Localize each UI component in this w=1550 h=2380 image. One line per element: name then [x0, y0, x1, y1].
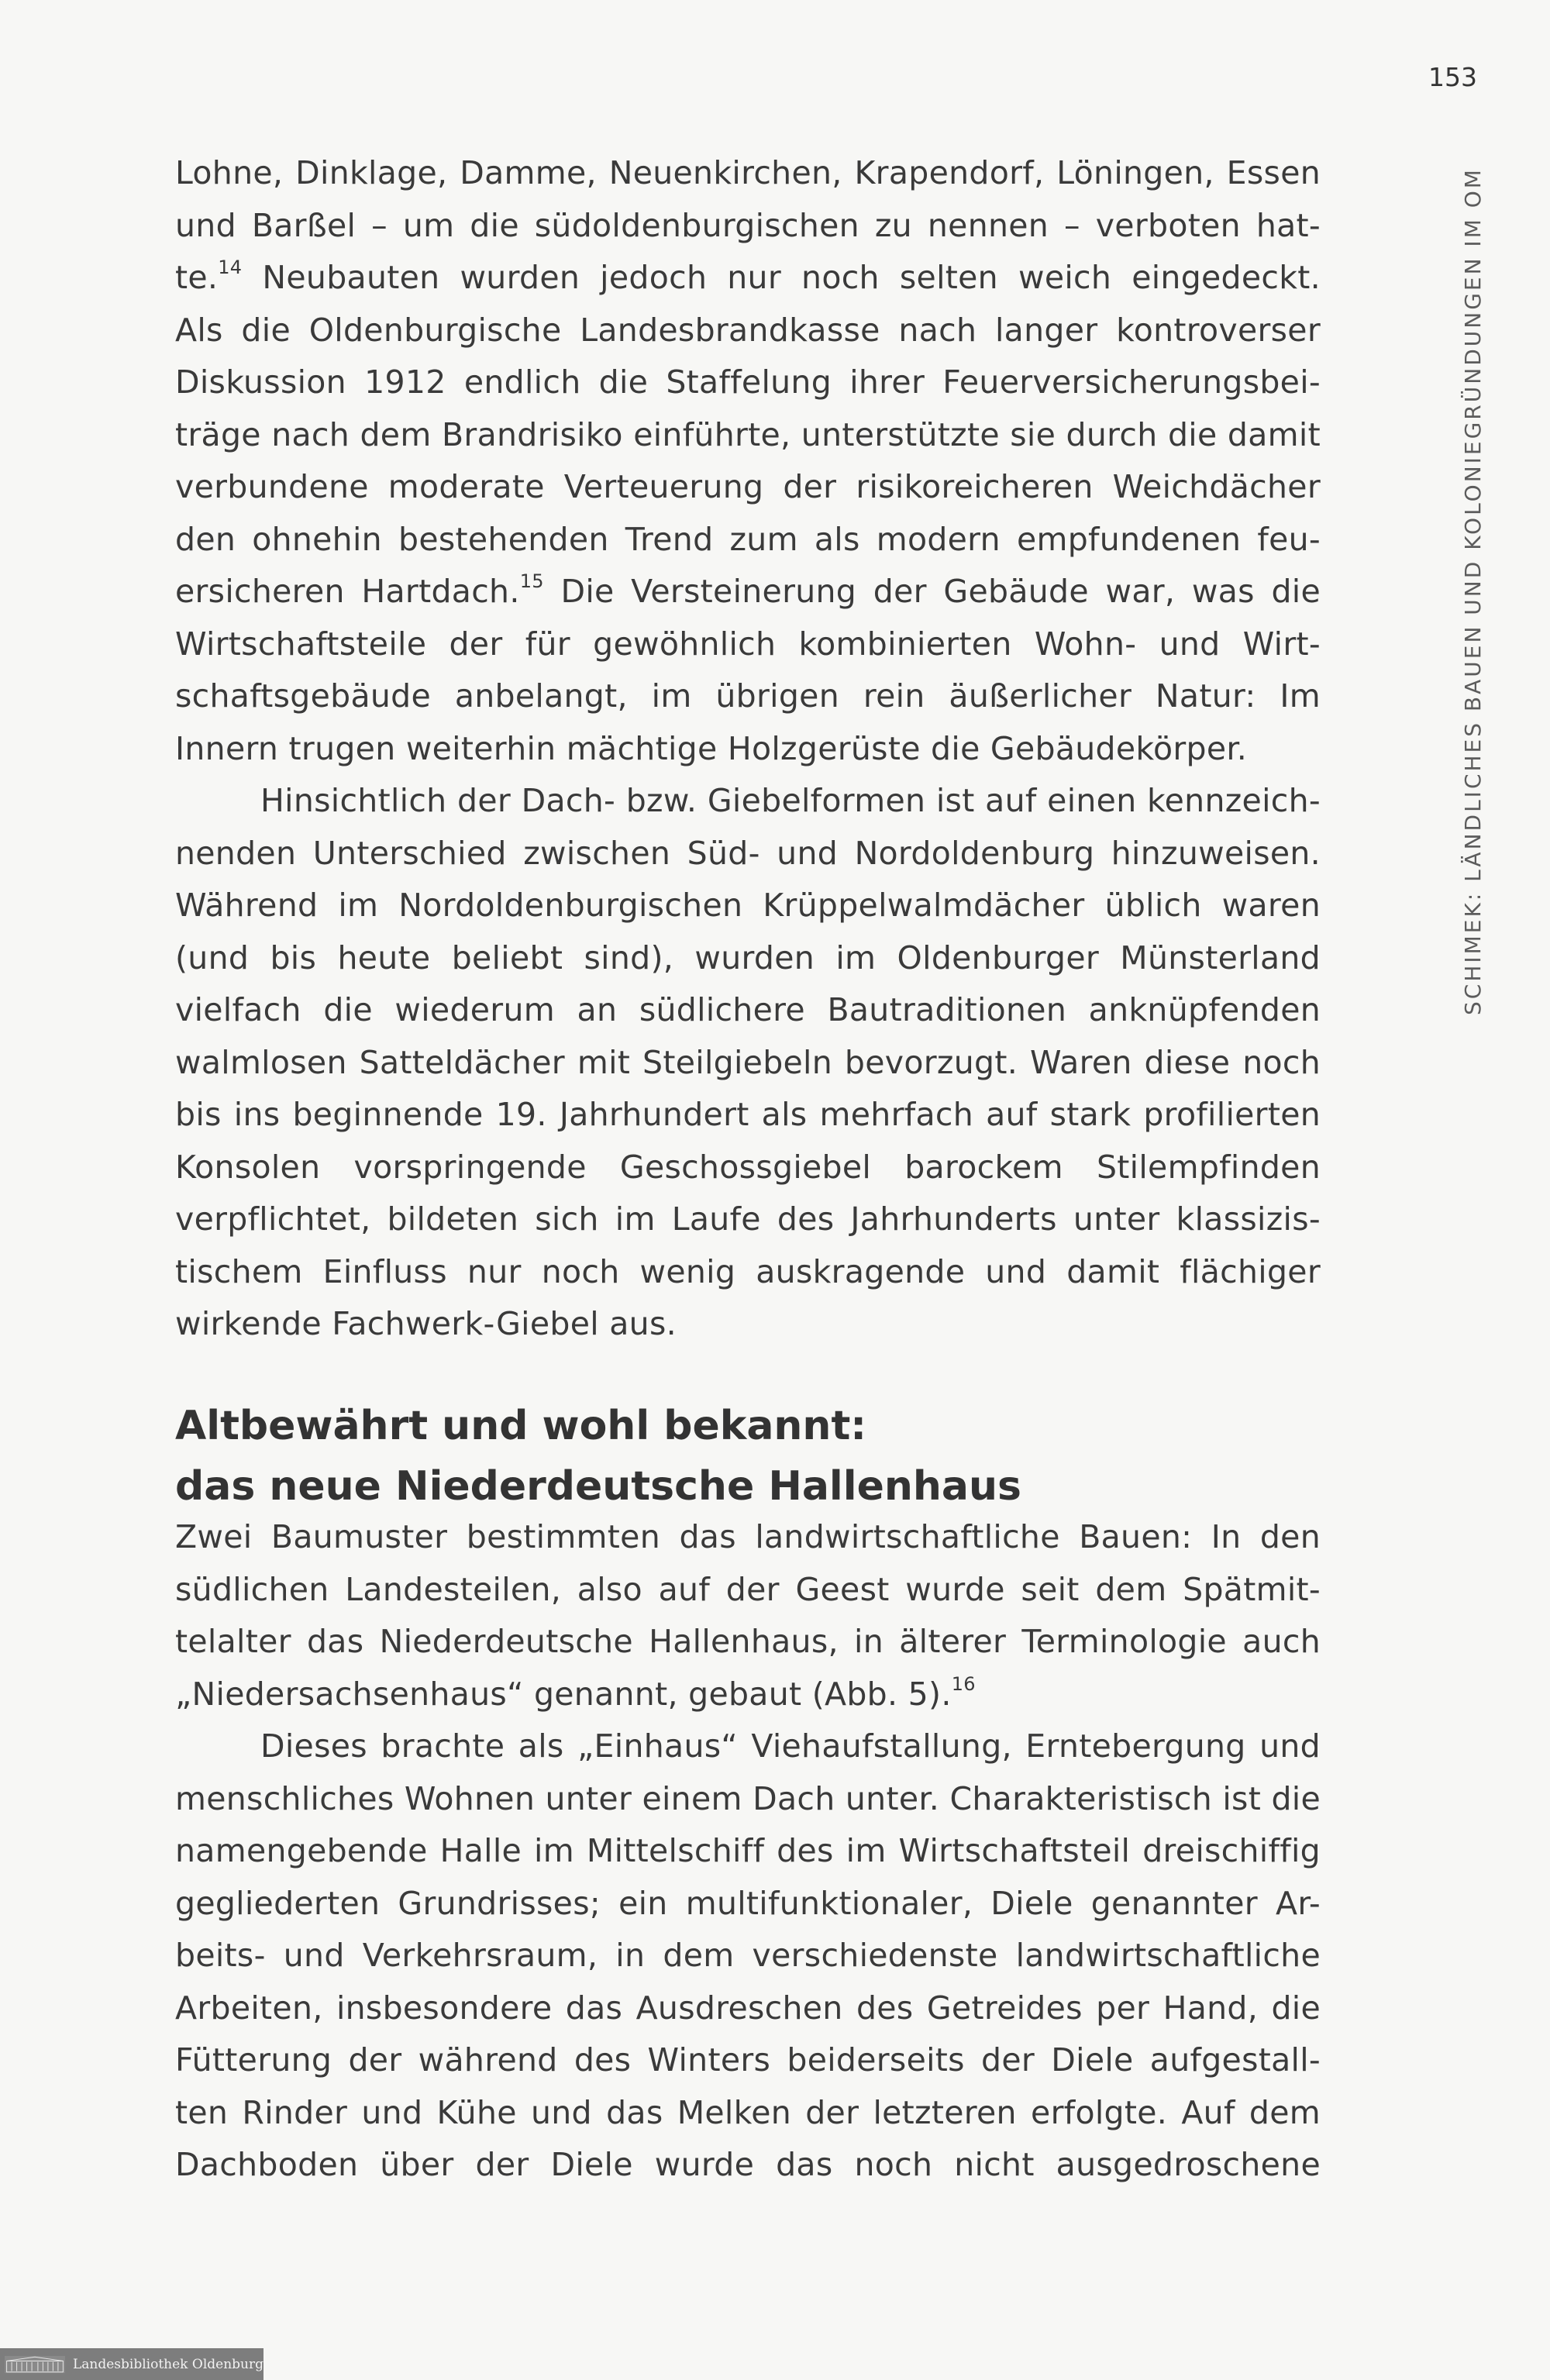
- text-line: träge nach dem Brandrisiko einführte, unterstützte sie durch die damit: [175, 415, 1321, 453]
- text-line: walmlosen Satteldächer mit Steilgiebeln bevorzugt. Waren diese noch: [175, 1043, 1321, 1081]
- section-heading: [175, 1395, 1321, 1516]
- text-fragment: „Niedersachsenhaus“ genannt, gebaut (Abb. 5).: [175, 1675, 952, 1713]
- section-heading-line-1: Altbewährt und wohl bekannt:: [175, 1403, 867, 1449]
- text-line: Während im Nordoldenburgischen Krüppelwalmdächer üblich waren: [175, 887, 1321, 924]
- text-line: Wirtschaftsteile der für gewöhnlich kombinierten Wohn- und Wirt-: [175, 625, 1321, 663]
- text-line: Zwei Baumuster bestimmten das landwirtschaftliche Bauen: In den: [175, 1518, 1321, 1555]
- footnote-ref-15: 15: [519, 570, 544, 592]
- text-line: [175, 1669, 1321, 1721]
- library-name: Landesbibliothek Oldenburg: [72, 2356, 264, 2372]
- text-line: Arbeiten, insbesondere das Ausdreschen des Getreides per Hand, die: [175, 1989, 1321, 2027]
- text-fragment: Die Versteinerung der Gebäude war, was die: [543, 573, 1321, 610]
- library-building-icon: [5, 2351, 65, 2378]
- text-line: vielfach die wiederum an südlichere Bautraditionen anknüpfenden: [175, 991, 1321, 1028]
- text-line: bis ins beginnende 19. Jahrhundert als mehrfach auf stark profilierten: [175, 1096, 1321, 1133]
- footnote-ref-14: 14: [218, 257, 243, 278]
- paragraph-2: [175, 775, 1321, 1351]
- paragraph-4: [175, 1720, 1321, 2192]
- text-line: Konsolen vorspringende Geschossgiebel barockem Stilempfinden: [175, 1148, 1321, 1186]
- text-line: Als die Oldenburgische Landesbrandkasse nach langer kontroverser: [175, 311, 1321, 349]
- text-line: (und bis heute beliebt sind), wurden im Oldenburger Münsterland: [175, 939, 1321, 976]
- text-fragment: te.: [175, 259, 219, 296]
- text-fragment: Neubauten wurden jedoch nur noch selten weich eingedeckt.: [242, 259, 1321, 296]
- text-line: Dieses brachte als „Einhaus“ Viehaufstallung, Erntebergung und: [260, 1727, 1321, 1765]
- text-line: tischem Einfluss nur noch wenig auskragende und damit flächiger: [175, 1252, 1321, 1290]
- text-line: namengebende Halle im Mittelschiff des im Wirtschaftsteil dreischiffig: [175, 1832, 1321, 1869]
- section-heading-line-2: das neue Niederdeutsche Hallenhaus: [175, 1463, 1021, 1510]
- text-line: und Barßel – um die südoldenburgischen zu nennen – verboten hat-: [175, 206, 1321, 244]
- running-header: SCHIMEK: LÄNDLICHES BAUEN UND KOLONIEGRÜNDUNGEN IM OM: [1460, 167, 1486, 1015]
- text-line: Innern trugen weiterhin mächtige Holzgerüste die Gebäudekörper.: [175, 729, 1248, 767]
- footnote-ref-16: 16: [951, 1672, 976, 1695]
- text-line: wirkende Fachwerk-Giebel aus.: [175, 1305, 677, 1342]
- text-line: den ohnehin bestehenden Trend zum als modern empfundenen feu-: [175, 520, 1321, 558]
- text-line: Fütterung der während des Winters beiderseits der Diele aufgestall-: [175, 2041, 1321, 2079]
- text-line: beits- und Verkehrsraum, in dem verschiedenste landwirtschaftliche: [175, 1937, 1321, 1974]
- text-line: Dachboden über der Diele wurde das noch nicht ausgedroschene: [175, 2146, 1321, 2183]
- text-line: schaftsgebäude anbelangt, im übrigen rein äußerlicher Natur: Im: [175, 677, 1321, 715]
- text-line: verpflichtet, bildeten sich im Laufe des Jahrhunderts unter klassizis-: [175, 1200, 1321, 1238]
- text-fragment: ersicheren Hartdach.: [175, 573, 520, 610]
- paragraph-3: [175, 1511, 1321, 1720]
- text-line: nenden Unterschied zwischen Süd- und Nordoldenburg hinzuweisen.: [175, 834, 1321, 872]
- text-line: gegliederten Grundrisses; ein multifunktionaler, Diele genannter Ar-: [175, 1884, 1321, 1922]
- text-line: [175, 252, 1321, 305]
- text-line: südlichen Landesteilen, also auf der Geest wurde seit dem Spätmit-: [175, 1570, 1321, 1608]
- text-line: Lohne, Dinklage, Damme, Neuenkirchen, Krapendorf, Löningen, Essen: [175, 154, 1321, 191]
- text-line: ten Rinder und Kühe und das Melken der letzteren erfolgte. Auf dem: [175, 2093, 1321, 2131]
- text-line: Diskussion 1912 endlich die Staffelung ihrer Feuerversicherungsbei-: [175, 363, 1321, 401]
- text-line: telalter das Niederdeutsche Hallenhaus, in älterer Terminologie auch: [175, 1623, 1321, 1660]
- body-text-top: [175, 147, 1321, 1351]
- text-line: [175, 566, 1321, 618]
- text-line: verbundene moderate Verteuerung der risikoreicheren Weichdächer: [175, 468, 1321, 505]
- text-line: Hinsichtlich der Dach- bzw. Giebelformen ist auf einen kennzeich-: [260, 782, 1321, 819]
- paragraph-1: [175, 147, 1321, 775]
- library-footer: [0, 2348, 264, 2380]
- body-text-bottom: [175, 1511, 1321, 2192]
- text-line: menschliches Wohnen unter einem Dach unter. Charakteristisch ist die: [175, 1779, 1321, 1817]
- page-number: 153: [1428, 62, 1477, 92]
